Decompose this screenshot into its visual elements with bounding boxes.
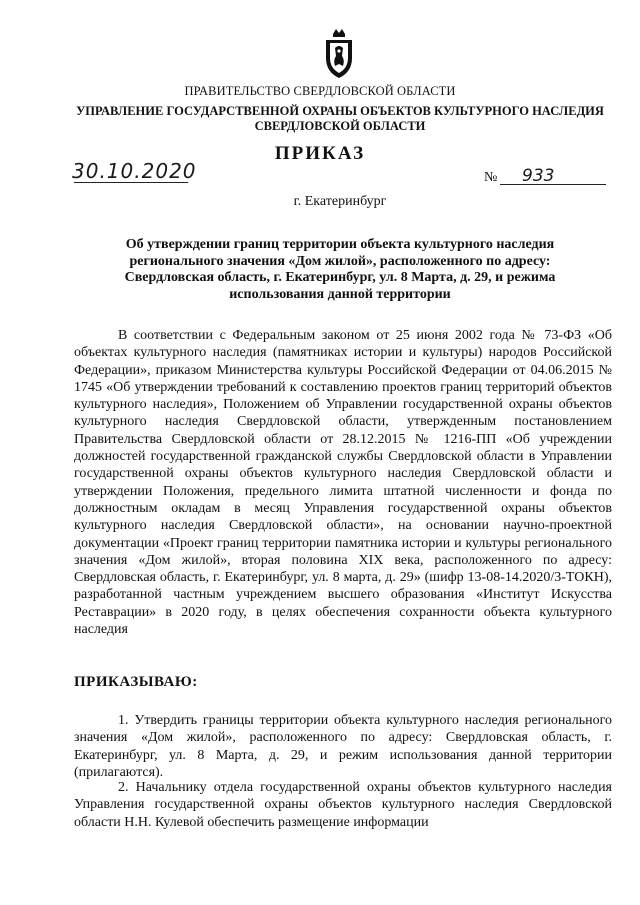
- preamble-paragraph: В соответствии с Федеральным законом от 25 июня 2002 года № 73-ФЗ «Об объектах культурного наследия (памятниках истории и культуры) народов Российской Федерации», приказом Министерства культуры Российской Федерации от 04.06.2015 № 1745 «Об утверждении требований к составлению проектов границ территорий объектов культурного наследия», Положением об Управлении государственной охраны объектов культурного наследия Свердловской области, утвержденным постановлением Правительства Свердловской области от 28.12.2015 № 1216-ПП «Об учреждении должностей государственной гражданской службы Свердловской области в Управлении государственной охраны объектов культурного наследия Свердловской области и утверждении Положения, предельного лимита штатной численности и фонда по должностным окладам в месяц Управления государственной охраны объектов культурного наследия Свердловской области», на основании научно-проектной документации «Проект границ территории памятника истории и культуры регионального значения «Дом жилой», вторая половина XIX века, расположенного по адресу: Свердловская область, г. Екатеринбург, ул. 8 марта, д. 29» (шифр 13-08-14.2020/3-ТОКН), разработанной частным учреждением высшего образования «Институт Искусства Реставрации» в 2020 году, в целях обеспечения сохранности объекта культурного наследия: [74, 328, 612, 638]
- number-label: №: [484, 170, 498, 185]
- date-underline: [74, 182, 188, 183]
- government-name: ПРАВИТЕЛЬСТВО СВЕРДЛОВСКОЙ ОБЛАСТИ: [184, 84, 456, 98]
- coat-of-arms-icon: [323, 28, 355, 80]
- department-name: УПРАВЛЕНИЕ ГОСУДАРСТВЕННОЙ ОХРАНЫ ОБЪЕКТОВ КУЛЬТУРНОГО НАСЛЕДИЯ СВЕРДЛОВСКОЙ ОБЛАСТИ: [76, 104, 604, 133]
- document-type: ПРИКАЗ: [274, 143, 366, 164]
- order-item-1: 1. Утвердить границы территории объекта культурного наследия регионального значения «Дом жилой», расположенного по адресу: Свердловская область, г. Екатеринбург, ул. 8 Марта, д. 29, и режим использования данной территории (прилагаются).: [74, 713, 612, 780]
- number-underline: [500, 184, 606, 185]
- document-city: г. Екатеринбург: [293, 194, 387, 209]
- document-date: 30.10.2020: [72, 159, 197, 183]
- order-heading: ПРИКАЗЫВАЮ:: [74, 674, 198, 690]
- order-item-2: 2. Начальнику отдела государственной охраны объектов культурного наследия Управления государственной охраны объектов культурного наследия Свердловской области Н.Н. Кулевой обеспечить размещение информации: [74, 780, 612, 830]
- document-number: 933: [522, 166, 555, 186]
- document-subject: Об утверждении границ территории объекта культурного наследия регионального значения «Дом жилой», расположенного по адресу: Свердловская область, г. Екатеринбург, ул. 8 Марта, д. 29, и режима использования данной территории: [124, 237, 556, 302]
